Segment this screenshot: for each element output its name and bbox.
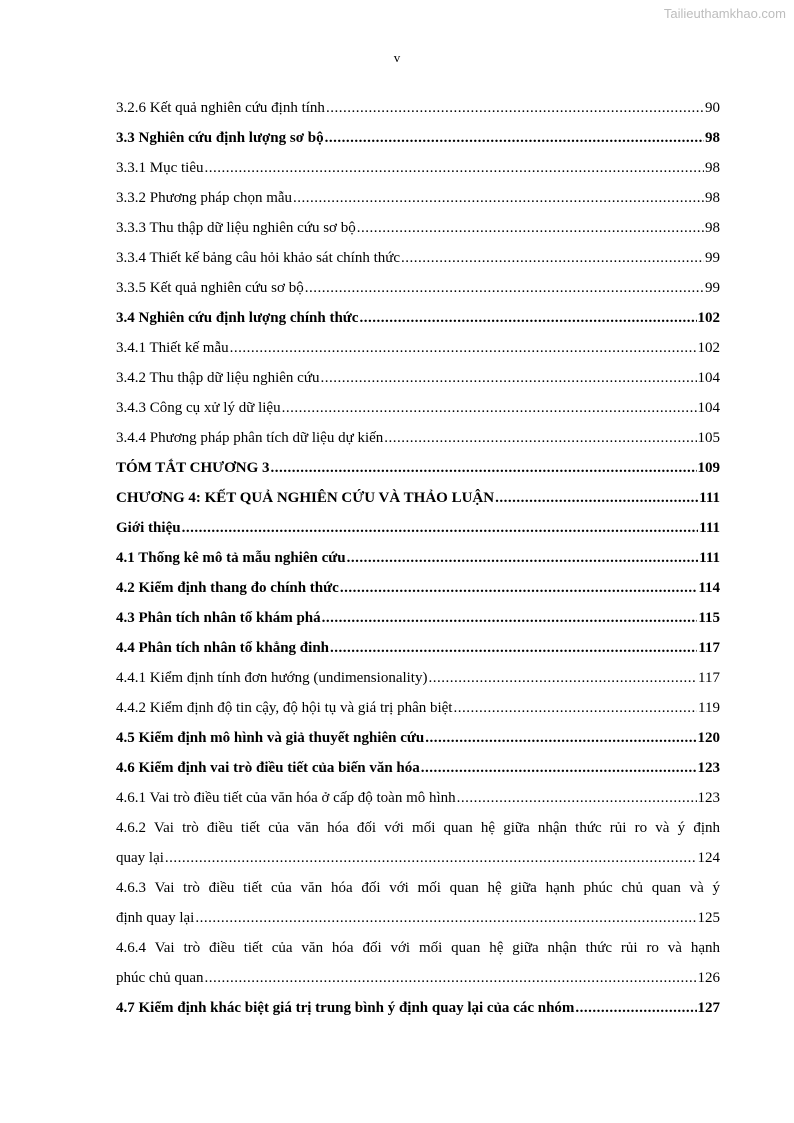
toc-dot-leader xyxy=(205,153,705,183)
toc-entry-title: 4.5 Kiểm định mô hình và giả thuyết nghiên cứu xyxy=(116,730,425,746)
watermark: Tailieuthamkhao.com xyxy=(663,6,786,21)
toc-entry[interactable] xyxy=(116,993,720,1023)
toc-entry-page: 114 xyxy=(698,580,720,596)
toc-entry[interactable] xyxy=(116,723,720,753)
toc-entry[interactable] xyxy=(116,543,720,573)
toc-dot-leader xyxy=(401,243,704,273)
toc-entry[interactable] xyxy=(116,663,720,693)
toc-dot-leader xyxy=(357,213,704,243)
toc-entry-title: 4.1 Thống kê mô tả mẫu nghiên cứu xyxy=(116,550,346,566)
toc-entry-page: 111 xyxy=(699,550,720,566)
toc-dot-leader xyxy=(457,783,697,813)
toc-entry-line: 4.6.2 Vai trò điều tiết của văn hóa đối với mối quan hệ giữa nhận thức rủi ro và ý định xyxy=(116,820,720,836)
toc-dot-leader xyxy=(453,693,697,723)
toc-dot-leader xyxy=(495,483,698,513)
toc-entry[interactable] xyxy=(116,453,720,483)
toc-dot-leader xyxy=(182,513,699,543)
toc-entry[interactable] xyxy=(116,393,720,423)
toc-dot-leader xyxy=(330,633,697,663)
toc-entry-page: 117 xyxy=(698,670,720,686)
toc-entry-page: 123 xyxy=(697,790,720,806)
toc-entry[interactable] xyxy=(116,483,720,513)
toc-entry-title: 3.4.3 Công cụ xử lý dữ liệu xyxy=(116,400,281,416)
toc-dot-leader xyxy=(325,123,704,153)
toc-entry-page: 99 xyxy=(705,250,720,266)
table-of-contents xyxy=(116,93,720,1023)
toc-entry-page: 102 xyxy=(697,310,720,326)
toc-entry-page: 119 xyxy=(698,700,720,716)
toc-entry[interactable] xyxy=(116,573,720,603)
toc-entry[interactable] xyxy=(116,333,720,363)
toc-dot-leader xyxy=(428,663,697,693)
toc-entry-page: 102 xyxy=(697,340,720,356)
toc-entry-title: 3.3 Nghiên cứu định lượng sơ bộ xyxy=(116,130,324,146)
toc-entry[interactable] xyxy=(116,213,720,243)
toc-entry-title: phúc chủ quan xyxy=(116,970,204,986)
toc-entry[interactable] xyxy=(116,693,720,723)
toc-entry-page: 127 xyxy=(697,1000,720,1016)
toc-entry-page: 125 xyxy=(697,910,720,926)
toc-dot-leader xyxy=(271,453,697,483)
toc-entry-line: 4.6.3 Vai trò điều tiết của văn hóa đối với mối quan hệ giữa hạnh phúc chủ quan và ý xyxy=(116,880,720,896)
toc-entry-page: 109 xyxy=(697,460,720,476)
toc-dot-leader xyxy=(282,393,697,423)
toc-dot-leader xyxy=(293,183,704,213)
toc-entry[interactable] xyxy=(116,363,720,393)
toc-entry-page: 104 xyxy=(697,400,720,416)
toc-entry-page: 120 xyxy=(697,730,720,746)
toc-entry-page: 99 xyxy=(705,280,720,296)
toc-entry-title: 4.3 Phân tích nhân tố khám phá xyxy=(116,610,321,626)
toc-dot-leader xyxy=(204,963,696,993)
toc-entry-title: Giới thiệu xyxy=(116,520,181,536)
toc-entry-title: 3.3.2 Phương pháp chọn mẫu xyxy=(116,190,293,206)
toc-entry-title: quay lại xyxy=(116,850,164,866)
toc-entry-title: 4.4.1 Kiểm định tính đơn hướng (undimensionality) xyxy=(116,670,428,686)
toc-dot-leader xyxy=(384,423,696,453)
toc-dot-leader xyxy=(340,573,698,603)
toc-dot-leader xyxy=(322,603,698,633)
toc-entry[interactable] xyxy=(116,753,720,783)
toc-entry-page: 90 xyxy=(705,100,720,116)
toc-dot-leader xyxy=(305,273,704,303)
toc-entry[interactable] xyxy=(116,633,720,663)
toc-entry-title: 4.6 Kiểm định vai trò điều tiết của biến văn hóa xyxy=(116,760,420,776)
toc-entry-title: 3.4.4 Phương pháp phân tích dữ liệu dự kiến xyxy=(116,430,384,446)
toc-entry-title: 4.7 Kiểm định khác biệt giá trị trung bình ý định quay lại của các nhóm xyxy=(116,1000,575,1016)
toc-entry[interactable] xyxy=(116,123,720,153)
toc-entry[interactable] xyxy=(116,843,720,873)
toc-entry-title: CHƯƠNG 4: KẾT QUẢ NGHIÊN CỨU VÀ THẢO LUẬN xyxy=(116,490,495,506)
toc-entry-page: 111 xyxy=(699,520,720,536)
toc-entry-title: 4.4.2 Kiểm định độ tin cậy, độ hội tụ và giá trị phân biệt xyxy=(116,700,453,716)
toc-entry-page: 98 xyxy=(705,190,720,206)
page-number: v xyxy=(393,50,401,65)
toc-entry-page: 124 xyxy=(697,850,720,866)
toc-entry[interactable] xyxy=(116,273,720,303)
toc-entry-title: 3.3.5 Kết quả nghiên cứu sơ bộ xyxy=(116,280,304,296)
toc-entry[interactable] xyxy=(116,963,720,993)
toc-entry-line: 4.6.4 Vai trò điều tiết của văn hóa đối với mối quan hệ giữa nhận thức rủi ro và hạnh xyxy=(116,940,720,956)
toc-entry-title: định quay lại xyxy=(116,910,195,926)
toc-dot-leader xyxy=(326,93,704,123)
toc-dot-leader xyxy=(425,723,696,753)
toc-entry[interactable] xyxy=(116,903,720,933)
toc-dot-leader xyxy=(575,993,696,1023)
toc-entry-title: 4.6.1 Vai trò điều tiết của văn hóa ở cấp độ toàn mô hình xyxy=(116,790,456,806)
toc-dot-leader xyxy=(359,303,696,333)
toc-entry-page: 104 xyxy=(697,370,720,386)
toc-entry-title: 3.4.1 Thiết kế mẫu xyxy=(116,340,229,356)
toc-dot-leader xyxy=(230,333,697,363)
toc-dot-leader xyxy=(320,363,696,393)
toc-entry-title: TÓM TẮT CHƯƠNG 3 xyxy=(116,460,270,476)
toc-entry-page: 111 xyxy=(699,490,720,506)
toc-entry[interactable] xyxy=(116,783,720,813)
toc-entry-title: 4.2 Kiểm định thang đo chính thức xyxy=(116,580,339,596)
toc-entry[interactable] xyxy=(116,423,720,453)
toc-entry-title: 3.3.4 Thiết kế bảng câu hỏi khảo sát chính thức xyxy=(116,250,401,266)
toc-entry[interactable] xyxy=(116,303,720,333)
toc-entry-page: 105 xyxy=(697,430,720,446)
toc-entry-page: 98 xyxy=(705,130,720,146)
toc-entry-title: 3.4 Nghiên cứu định lượng chính thức xyxy=(116,310,359,326)
toc-entry-page: 98 xyxy=(705,220,720,236)
toc-entry-page: 98 xyxy=(705,160,720,176)
toc-entry[interactable] xyxy=(116,93,720,123)
toc-entry-title: 3.4.2 Thu thập dữ liệu nghiên cứu xyxy=(116,370,320,386)
toc-dot-leader xyxy=(421,753,697,783)
toc-entry[interactable] xyxy=(116,513,720,543)
toc-entry-title: 4.4 Phân tích nhân tố khẳng đinh xyxy=(116,640,330,656)
toc-entry[interactable] xyxy=(116,153,720,183)
toc-dot-leader xyxy=(195,903,696,933)
toc-entry-page: 115 xyxy=(698,610,720,626)
toc-dot-leader xyxy=(165,843,697,873)
toc-entry-title: 3.2.6 Kết quả nghiên cứu định tính xyxy=(116,100,325,116)
toc-dot-leader xyxy=(347,543,699,573)
toc-entry-page: 123 xyxy=(697,760,720,776)
toc-entry[interactable] xyxy=(116,183,720,213)
toc-entry-page: 117 xyxy=(698,640,720,656)
toc-entry-page: 126 xyxy=(697,970,720,986)
toc-entry-title: 3.3.3 Thu thập dữ liệu nghiên cứu sơ bộ xyxy=(116,220,356,236)
toc-entry[interactable] xyxy=(116,603,720,633)
toc-entry[interactable] xyxy=(116,243,720,273)
toc-entry-title: 3.3.1 Mục tiêu xyxy=(116,160,204,176)
